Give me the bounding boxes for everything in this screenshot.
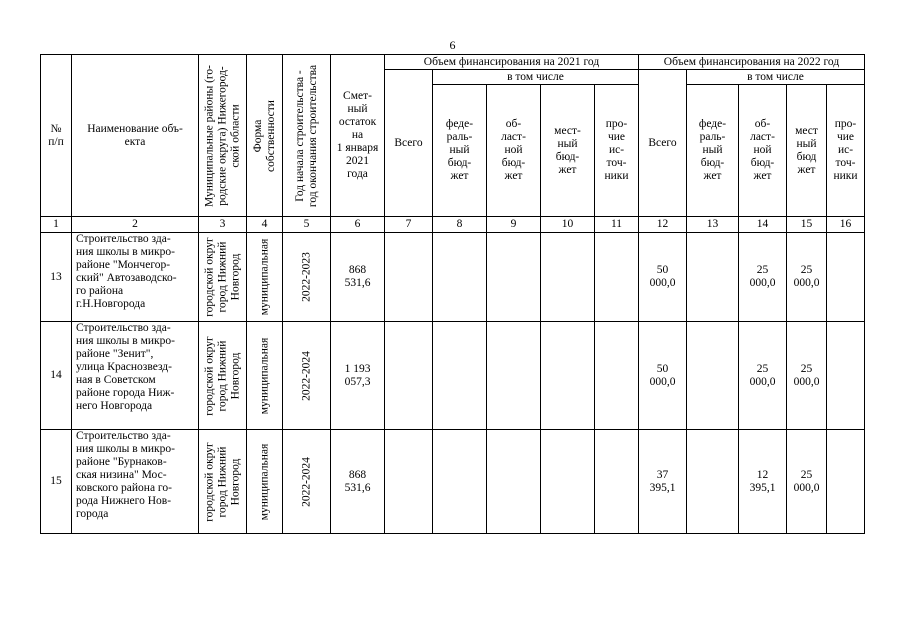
column-number: 7 xyxy=(385,217,433,233)
object-name: Строительство зда- ния школы в микро- районе "Зенит", улица Краснозвезд- ная в Советском районе города Ниж- него Новгорода xyxy=(72,322,199,430)
header-local-2022: мест ный бюд жет xyxy=(787,85,827,217)
column-number: 3 xyxy=(199,217,247,233)
row-number: 13 xyxy=(41,233,72,322)
local-2022-cell: 25 000,0 xyxy=(787,322,827,430)
table-row xyxy=(41,233,865,322)
total-2022-cell: 37 395,1 xyxy=(639,430,687,534)
regional-2022-cell: 25 000,0 xyxy=(739,233,787,322)
local-2022-cell: 25 000,0 xyxy=(787,430,827,534)
header-num: № п/п xyxy=(41,55,72,217)
column-number: 8 xyxy=(433,217,487,233)
total-2022-cell: 50 000,0 xyxy=(639,233,687,322)
row-number: 15 xyxy=(41,430,72,534)
header-municipality: Муниципальные районы (го- родские округа) Нижегород- ской области xyxy=(199,55,247,217)
ownership-cell: муниципальная xyxy=(247,430,283,534)
header-fin-2022: Объем финансирования на 2022 год xyxy=(639,55,865,70)
column-number: 12 xyxy=(639,217,687,233)
column-number: 14 xyxy=(739,217,787,233)
object-name: Строительство зда- ния школы в микро- районе "Бурнаков- ская низина" Мос- ковского района го- рода Нижнего Нов- города xyxy=(72,430,199,534)
header-fin-2021: Объем финансирования на 2021 год xyxy=(385,55,639,70)
column-number: 5 xyxy=(283,217,331,233)
table-row xyxy=(41,430,865,534)
ownership-cell: муниципальная xyxy=(247,233,283,322)
total-2022-cell: 50 000,0 xyxy=(639,322,687,430)
empty-cell xyxy=(595,233,639,322)
empty-cell xyxy=(433,233,487,322)
empty-cell xyxy=(827,322,865,430)
empty-cell xyxy=(541,430,595,534)
regional-2022-cell: 12 395,1 xyxy=(739,430,787,534)
empty-cell xyxy=(541,233,595,322)
empty-cell xyxy=(385,430,433,534)
header-ownership: Форма собственности xyxy=(247,55,283,217)
local-2022-cell: 25 000,0 xyxy=(787,233,827,322)
column-number: 11 xyxy=(595,217,639,233)
header-total-2021: Всего xyxy=(385,70,433,217)
empty-cell xyxy=(827,430,865,534)
header-years: Год начала строительства - год окончания строительства xyxy=(283,55,331,217)
financing-table xyxy=(40,54,865,534)
years-cell: 2022-2024 xyxy=(283,322,331,430)
balance-cell: 868 531,6 xyxy=(331,430,385,534)
header-other-2022: про- чие ис- точ- ники xyxy=(827,85,865,217)
column-number: 9 xyxy=(487,217,541,233)
municipality-cell: городской округ город Нижний Новгород xyxy=(199,233,247,322)
header-including-2021: в том числе xyxy=(433,70,639,85)
header-federal-2021: феде- раль- ный бюд- жет xyxy=(433,85,487,217)
header-including-2022: в том числе xyxy=(687,70,865,85)
column-number: 2 xyxy=(72,217,199,233)
page-number: 6 xyxy=(449,38,456,52)
ownership-cell: муниципальная xyxy=(247,322,283,430)
empty-cell xyxy=(385,322,433,430)
header-total-2022: Всего xyxy=(639,70,687,217)
column-number: 15 xyxy=(787,217,827,233)
header-balance: Смет- ный остаток на 1 января 2021 года xyxy=(331,55,385,217)
header-regional-2022: об- ласт- ной бюд- жет xyxy=(739,85,787,217)
column-number: 4 xyxy=(247,217,283,233)
years-cell: 2022-2024 xyxy=(283,430,331,534)
header-federal-2022: феде- раль- ный бюд- жет xyxy=(687,85,739,217)
empty-cell xyxy=(487,430,541,534)
column-number-row xyxy=(41,217,865,233)
column-number: 1 xyxy=(41,217,72,233)
empty-cell xyxy=(595,322,639,430)
regional-2022-cell: 25 000,0 xyxy=(739,322,787,430)
empty-cell xyxy=(687,322,739,430)
header-object-name: Наименование объ- екта xyxy=(72,55,199,217)
row-number: 14 xyxy=(41,322,72,430)
header-regional-2021: об- ласт- ной бюд- жет xyxy=(487,85,541,217)
column-number: 16 xyxy=(827,217,865,233)
header-other-2021: про- чие ис- точ- ники xyxy=(595,85,639,217)
column-number: 10 xyxy=(541,217,595,233)
column-number: 13 xyxy=(687,217,739,233)
empty-cell xyxy=(541,322,595,430)
object-name: Строительство зда- ния школы в микро- районе "Мончегор- ский" Автозаводско- го района г.Н.Новгорода xyxy=(72,233,199,322)
empty-cell xyxy=(433,322,487,430)
balance-cell: 868 531,6 xyxy=(331,233,385,322)
municipality-cell: городской округ город Нижний Новгород xyxy=(199,322,247,430)
municipality-cell: городской округ город Нижний Новгород xyxy=(199,430,247,534)
empty-cell xyxy=(827,233,865,322)
column-number: 6 xyxy=(331,217,385,233)
empty-cell xyxy=(385,233,433,322)
header-local-2021: мест- ный бюд- жет xyxy=(541,85,595,217)
empty-cell xyxy=(487,322,541,430)
empty-cell xyxy=(433,430,487,534)
empty-cell xyxy=(687,233,739,322)
empty-cell xyxy=(487,233,541,322)
table-row xyxy=(41,322,865,430)
empty-cell xyxy=(595,430,639,534)
empty-cell xyxy=(687,430,739,534)
years-cell: 2022-2023 xyxy=(283,233,331,322)
balance-cell: 1 193 057,3 xyxy=(331,322,385,430)
